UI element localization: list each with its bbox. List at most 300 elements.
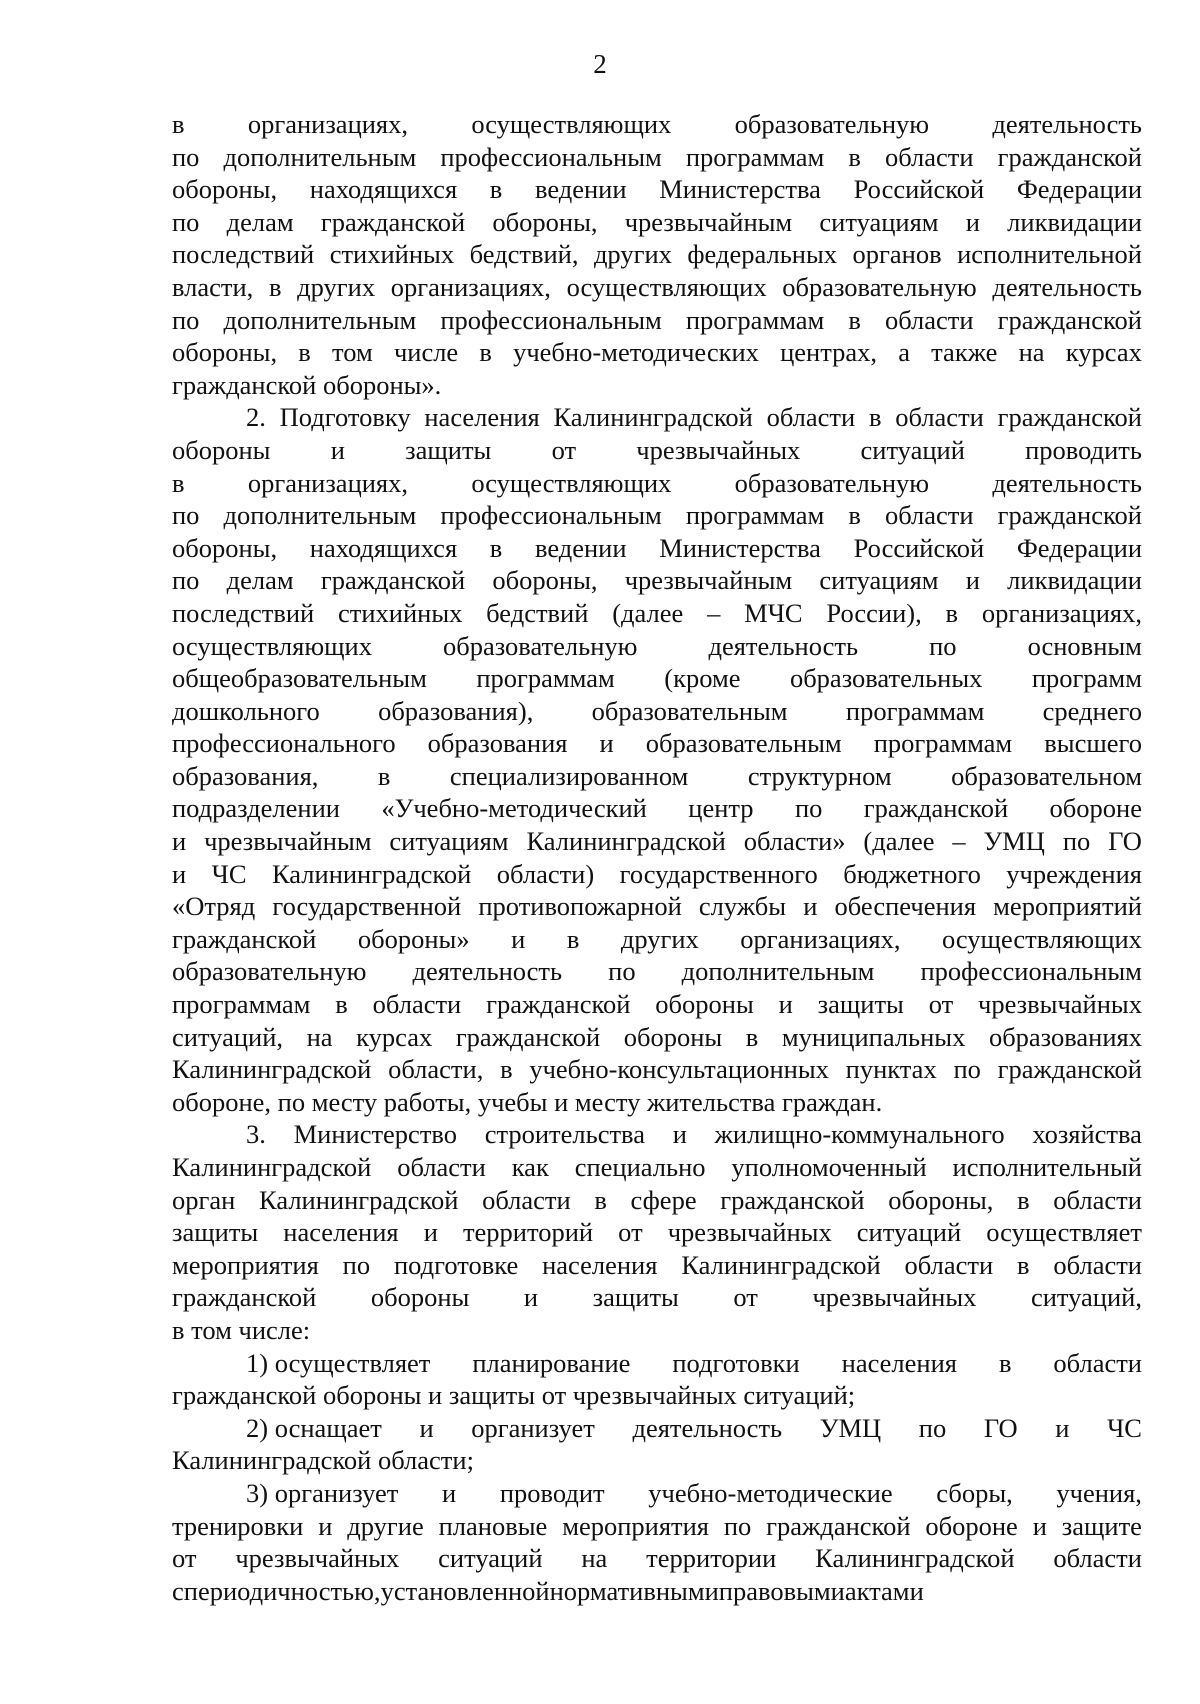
word: бедствий, [469,239,579,270]
word: организует [471,1412,595,1443]
text-line [172,955,1142,988]
word: образовательных [789,663,983,694]
word: программ [1031,663,1142,694]
word: строительства [484,1119,645,1150]
word: с [172,1575,184,1606]
word: области [372,989,462,1020]
paragraph-p-3-3 [172,1477,1142,1607]
word: делам [226,206,294,237]
word: государственного [619,858,818,889]
word: по [608,956,636,987]
word: профессиональным [440,304,662,335]
word: обороны, [172,337,278,368]
text-line [172,1021,1142,1054]
word: по [918,1412,947,1443]
word: и [803,891,818,922]
word: в [848,141,861,172]
word: в [172,467,185,498]
word: учебно-методических [513,337,759,368]
word: чрезвычайным [624,565,793,596]
word: области [1053,1184,1142,1215]
word: ситуациям [819,206,939,237]
word: дополнительным [223,141,417,172]
word: чрезвычайным [204,826,372,857]
word: дошкольного [172,695,320,726]
word: дополнительным [681,956,875,987]
word: в том числе: [172,1314,311,1345]
word: населения [841,1347,957,1378]
word: орган [172,1184,236,1215]
word: в [1017,1249,1030,1280]
word: гражданской [766,1510,911,1541]
text-line [172,1412,1142,1445]
word: программам [685,304,825,335]
word: профессиональным [440,500,662,531]
text-line [172,532,1142,565]
word: гражданской [320,206,466,237]
word: другие [347,1510,424,1541]
word: жилищно-коммунального [714,1119,1005,1150]
word: Калининградской [815,1543,1015,1574]
word: обороне [925,1510,1018,1541]
word: от [618,1217,643,1248]
word: области [884,304,974,335]
word: обороне, по месту работы, учебы и месту жительства граждан. [172,1086,883,1117]
word: гражданской [997,1054,1142,1085]
word: последствий [172,239,315,270]
word: и [442,1477,457,1508]
word: специализированном [449,760,689,791]
word: ЧС [1107,1412,1142,1443]
word: защиты [592,1282,679,1313]
word: программам [845,695,985,726]
word: гражданской [320,565,466,596]
word: образовательным [591,695,788,726]
word: России), [826,597,922,628]
word: населения [424,402,540,433]
word: в [745,1021,759,1052]
word: области [895,402,984,433]
word: области [1053,1543,1142,1574]
word: области [904,1249,994,1280]
word: ГО [1108,826,1142,857]
word: в [489,174,503,205]
word: Российской [853,532,985,563]
word: ведении [534,532,627,563]
word: по [172,141,200,172]
word: исполнительный [952,1152,1142,1182]
word: службы [698,891,787,922]
word: в [479,337,492,368]
word: гражданской обороны». [172,369,442,400]
word: гражданской [997,304,1142,335]
word: области [1053,1347,1142,1378]
word: обороны, [172,174,278,205]
word: осуществляющих [566,271,767,302]
word: по [723,1510,752,1541]
word: обороны, [172,532,278,563]
text-line [172,173,1142,206]
word: организациях, [247,109,408,139]
word: Подготовку [279,402,411,433]
word: деятельность [992,271,1142,302]
word: защиты [817,989,904,1020]
word: и [419,1412,434,1443]
word: гражданской обороны и защиты от чрезвычайных ситуаций; [172,1380,856,1411]
word: образования), [378,695,534,726]
word: осуществляющих [941,923,1142,954]
word: (далее [612,597,684,628]
word: среднего [1042,695,1142,726]
paragraph-p-cont [172,108,1142,401]
word: Федерации [1016,174,1142,205]
word: структурном [747,760,892,791]
text-line [172,695,1142,728]
word: УМЦ [819,1412,882,1443]
word: учения, [1056,1477,1142,1508]
word: органов [852,239,942,270]
word: по [172,500,200,531]
word: обороны, [888,1184,994,1215]
word: обороны, [492,206,598,237]
word: подготовке [393,1249,519,1280]
word: чрезвычайных [636,434,801,465]
word: том [332,337,373,368]
word: гражданской [172,1282,317,1313]
word: в [377,760,391,791]
word: на [581,1543,608,1574]
text-line [172,923,1142,956]
word: образования, [172,760,319,791]
word: – [707,597,721,628]
paragraph-p-2 [172,401,1142,1118]
word: по [342,1249,371,1280]
text-line [172,238,1142,271]
word: стихийных [338,597,463,628]
word: Калининградской [271,858,472,889]
word: осуществляющих [471,467,672,498]
word: и [672,1119,687,1150]
word: защиты [405,434,492,465]
text-line [172,1510,1142,1543]
text-line [172,988,1142,1021]
word: основным [1027,630,1142,661]
word: плановые [438,1510,548,1541]
word: чрезвычайных [812,1282,977,1313]
text-line [172,792,1142,825]
word: «Учебно-методический [381,793,647,824]
word: других [620,923,699,954]
word: организациях, [390,271,551,302]
word: 3) организует [246,1477,399,1508]
word: области [397,1152,486,1182]
text-line [172,206,1142,239]
word: гражданской [455,1021,601,1052]
text-line [172,727,1142,760]
word: делам [226,565,294,596]
word: деятельность [992,109,1142,139]
word: Министерство [293,1119,457,1150]
word: обороны [623,1021,723,1052]
text-line [172,401,1142,434]
word: муниципальных [781,1021,966,1052]
word: ЧС [211,858,247,889]
word: курсах [356,1021,433,1052]
word: профессиональным [920,956,1142,987]
word: защите [1061,1510,1142,1541]
word: и [599,728,614,759]
word: по [172,304,200,335]
word: 2) оснащает [246,1412,382,1443]
word: Калининградской [259,1184,459,1215]
word: ситуаций [856,1217,962,1248]
word: стихийных [329,239,455,270]
text-line [172,1249,1142,1282]
word: программам [685,500,825,531]
word: от [551,434,577,465]
text-line [172,890,1142,923]
word: хозяйства [1032,1119,1142,1150]
word: и [523,1282,539,1313]
word: по [1062,826,1091,857]
word: бедствий [486,597,589,628]
word: по [953,1054,981,1085]
word: по [172,565,200,596]
text-line [172,1347,1142,1380]
word: на [1018,337,1045,368]
text-line [172,1086,1142,1119]
word: образованиях [988,1021,1142,1052]
word: – [952,826,966,857]
word: сфере [630,1184,697,1215]
word: (далее [863,826,935,857]
word: мероприятия [172,1249,319,1280]
word: в [594,1184,607,1215]
word: МЧС [744,597,803,628]
word: в [945,597,959,628]
word: образовательным [645,728,842,759]
text-line [172,630,1142,663]
word: проводить [1025,434,1142,465]
word: организациях, [740,923,901,954]
text-line [172,141,1142,174]
paragraph-p-3-2 [172,1412,1142,1477]
word: гражданской [997,500,1142,531]
word: территории [646,1543,777,1574]
word: профессионального [172,728,396,759]
word: чрезвычайных [667,1217,832,1248]
word: ситуациям [389,826,509,857]
word: мероприятия [562,1510,709,1541]
word: сборы, [936,1477,1013,1508]
word: Федерации [1016,532,1142,563]
word: 2. [246,402,266,433]
word: нормативными [549,1575,719,1606]
word: Калининградской [681,1249,881,1280]
word: дополнительным [223,500,417,531]
word: и [172,826,187,857]
word: учебно-методические [648,1477,893,1508]
word: ситуаций [860,434,965,465]
word: программам [685,141,825,172]
text-line [172,1444,1142,1477]
word: в [566,923,580,954]
word: и [778,989,793,1020]
word: ситуаций, [1030,1282,1142,1313]
word: области [482,1184,571,1215]
text-line [172,1575,1142,1608]
text-line [172,858,1142,891]
text-line [172,467,1142,500]
word: подготовки [672,1347,800,1378]
word: обороны, [492,565,598,596]
word: гражданской [863,793,1009,824]
word: Министерства [659,174,821,205]
word: гражданской [997,402,1142,433]
word: в [998,1347,1012,1378]
text-line [172,499,1142,532]
word: в [268,271,282,302]
word: от [928,989,954,1020]
word: обеспечения [834,891,977,922]
word: также [931,337,998,368]
text-line [172,1477,1142,1510]
word: «Отряд [172,891,256,922]
word: деятельность [632,1412,783,1443]
word: высшего [1044,728,1142,759]
word: образования [427,728,568,759]
word: а [898,337,910,368]
word: периодичностью, [183,1575,381,1606]
word: Калининградской области; [172,1445,474,1476]
text-line [172,662,1142,695]
text-line [172,1053,1142,1086]
text-line [172,1281,1142,1314]
word: Калининградской [172,1152,372,1182]
word: бюджетного [843,858,981,889]
text-line [172,369,1142,402]
word: Российской [853,174,985,205]
word: деятельность [992,467,1142,498]
word: от [172,1543,197,1574]
word: находящихся [309,174,458,205]
word: (кроме [664,663,741,694]
word: чрезвычайным [624,206,793,237]
paragraph-p-3-1 [172,1347,1142,1412]
word: подразделении [172,793,340,824]
word: по [172,206,200,237]
word: осуществляет [986,1217,1142,1248]
word: последствий [172,597,315,628]
word: гражданской [997,141,1142,172]
word: гражданской [172,923,317,954]
word: и [965,206,980,237]
word: и [318,1510,333,1541]
word: центрах, [780,337,878,368]
word: в [868,402,882,433]
word: области [766,402,856,433]
word: образовательную [734,467,930,498]
word: ведении [534,174,627,205]
word: области [884,141,974,172]
word: центр [688,793,754,824]
word: в [848,304,861,335]
word: ГО [983,1412,1018,1443]
word: в [298,337,311,368]
text-line [172,336,1142,369]
word: программам [172,989,311,1020]
word: образовательную [172,956,367,987]
word: Министерства [659,532,821,563]
text-line [172,1216,1142,1249]
word: на [306,1021,333,1052]
word: организациях, [981,597,1142,628]
word: программам [873,728,1013,759]
word: мероприятий [993,891,1142,922]
word: по [929,630,957,661]
word: и [172,858,187,889]
word: в [500,1054,513,1085]
text-line [172,597,1142,630]
word: Калининградской [553,402,753,433]
text-line [172,1151,1142,1184]
word: общеобразовательным [172,663,427,694]
word: специально [574,1152,706,1182]
word: ситуаций [438,1543,543,1574]
text-line [172,1379,1142,1412]
text-line [172,564,1142,597]
word: учебно-консультационных [529,1054,829,1085]
word: в [489,532,503,563]
word: Калининградской [172,1054,372,1085]
word: профессиональным [440,141,662,172]
word: обороны [655,989,754,1020]
word: пунктах [845,1054,937,1085]
word: установленной [380,1575,550,1606]
word: и [423,1217,438,1248]
text-line [172,271,1142,304]
word: дополнительным [223,304,417,335]
word: обороне [1049,793,1142,824]
text-line [172,1542,1142,1575]
word: ситуаций, [172,1021,284,1052]
word: проводит [499,1477,605,1508]
text-line [172,825,1142,858]
paragraph-p-3 [172,1118,1142,1346]
text-line [172,1118,1142,1151]
word: области) [496,858,595,889]
word: и [330,434,345,465]
word: защиты [172,1217,259,1248]
word: осуществляющих [172,630,372,661]
word: актами [844,1575,924,1606]
word: деятельность [708,630,859,661]
word: государственной [272,891,462,922]
word: правовыми [718,1575,845,1606]
word: области, [388,1054,484,1085]
word: уполномоченный [731,1152,927,1182]
word: курсах [1065,337,1142,368]
word: населения [283,1217,399,1248]
word: от [733,1282,758,1313]
word: ситуациям [819,565,939,596]
word: чрезвычайных [978,989,1142,1020]
word: области [884,500,974,531]
word: территорий [462,1217,594,1248]
word: ликвидации [1007,206,1142,237]
word: области [1053,1249,1142,1280]
word: образовательном [951,760,1142,791]
